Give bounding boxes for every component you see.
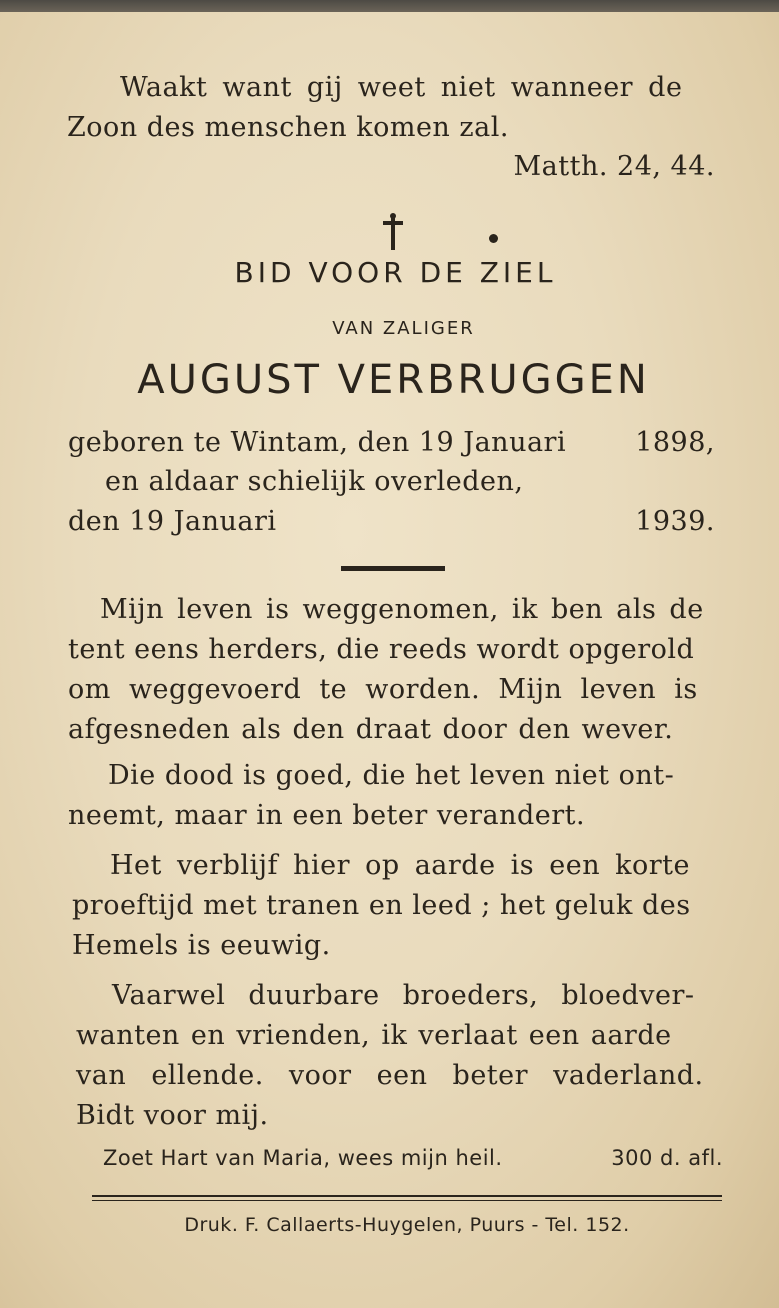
prayer-heading: BID VOOR DE ZIEL — [234, 256, 557, 289]
verse-line-1 — [120, 72, 712, 103]
indulgence-text: Zoet Hart van Maria, wees mijn heil. — [103, 1146, 503, 1170]
of-late-heading: VAN ZALIGER — [332, 318, 475, 339]
para3-line-1: Het verblijf hier op aarde is een korte — [110, 850, 691, 881]
birth-line — [68, 427, 715, 458]
birth-text: geboren te Wintam, den 19 Januari — [68, 427, 567, 458]
birth-year: 1898, — [635, 427, 715, 458]
card-top-edge — [0, 0, 779, 12]
death-text: en aldaar schielijk overleden, — [105, 466, 524, 497]
para1-line-3: om weggevoerd te worden. Mijn leven is — [68, 674, 698, 705]
indulgence-days: 300 d. afl. — [611, 1146, 723, 1170]
para4-line-1: Vaarwel duurbare broeders, bloedver- — [112, 980, 695, 1011]
para2-line-2: neemt, maar in een beter verandert. — [68, 800, 586, 831]
verse-line-1-text: Waakt want gij weet niet wanneer de — [120, 72, 683, 103]
para1-line-4: afgesneden als den draat door den wever. — [68, 714, 674, 745]
para3-line-3: Hemels is eeuwig. — [72, 930, 331, 961]
memorial-card — [0, 12, 779, 1308]
bottom-rule-bottom — [92, 1200, 722, 1201]
para3-line-2: proeftijd met tranen en leed ; het geluk des — [72, 890, 691, 921]
death-line — [68, 506, 715, 537]
deceased-name: AUGUST VERBRUGGEN — [137, 357, 650, 403]
bottom-rule-top — [92, 1195, 722, 1197]
verse-line-2: Zoon des menschen komen zal. — [67, 112, 509, 143]
verse-reference: Matth. 24, 44. — [513, 151, 715, 182]
dot-ornament — [489, 234, 498, 243]
para1-line-2: tent eens herders, die reeds wordt opgerold — [68, 634, 695, 665]
para4-line-2: wanten en vrienden, ik verlaat een aarde — [76, 1020, 672, 1051]
indulgence-line — [103, 1146, 723, 1170]
para4-line-4: Bidt voor mij. — [76, 1100, 269, 1131]
para1-line-1-text: Mijn leven is weggenomen, ik ben als de — [100, 594, 704, 625]
para2-line-1: Die dood is goed, die het leven niet ont- — [108, 760, 675, 791]
printer-line: Druk. F. Callaerts-Huygelen, Puurs - Tel. 152. — [184, 1214, 630, 1236]
cross-icon — [380, 212, 406, 252]
death-date: den 19 Januari — [68, 506, 277, 537]
para1-line-1 — [100, 594, 715, 625]
para4-line-3: van ellende. voor een beter vaderland. — [76, 1060, 704, 1091]
short-divider — [341, 566, 445, 571]
death-year: 1939. — [635, 506, 715, 537]
